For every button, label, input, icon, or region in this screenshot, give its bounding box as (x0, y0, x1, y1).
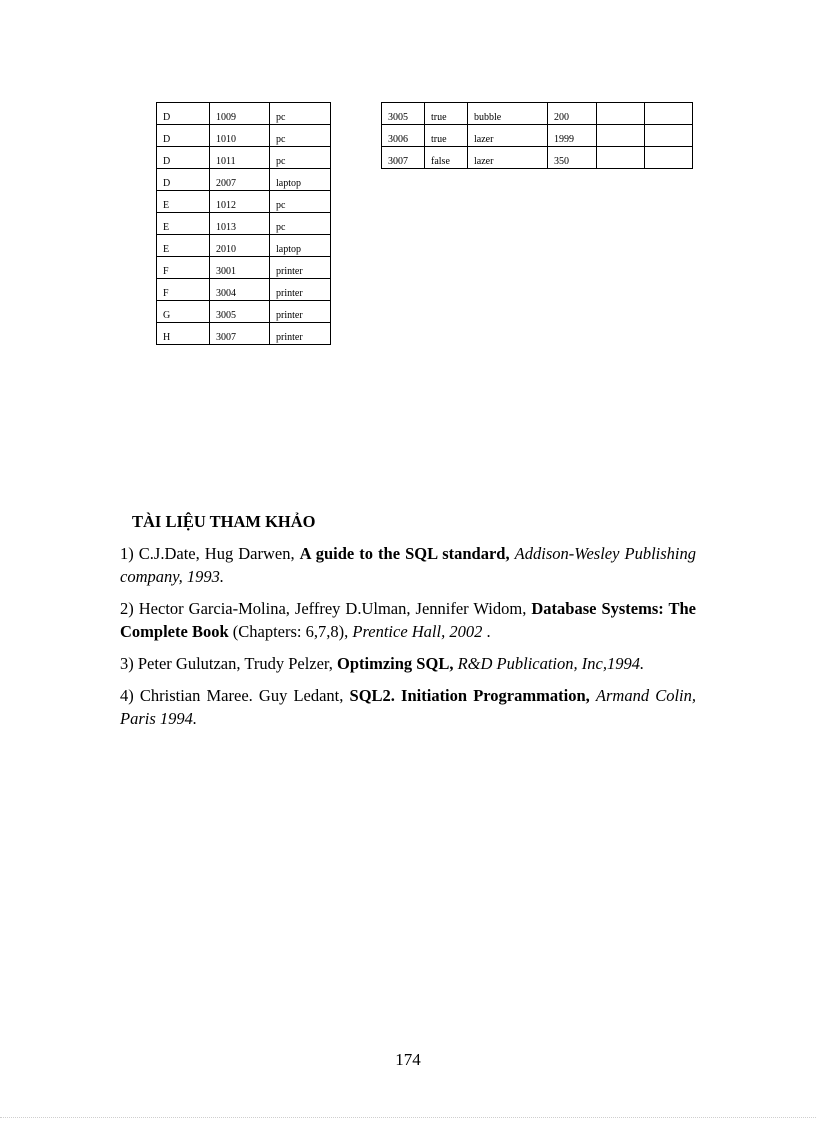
table-cell: D (157, 125, 210, 147)
product-table-left (156, 102, 331, 345)
table-cell: D (157, 147, 210, 169)
table-cell: F (157, 257, 210, 279)
table-cell: 3005 (210, 301, 270, 323)
table-cell: H (157, 323, 210, 345)
table-cell: lazer (468, 125, 548, 147)
table-cell: printer (270, 301, 331, 323)
table-row (157, 213, 331, 235)
table-cell: 1009 (210, 103, 270, 125)
table-cell: 2010 (210, 235, 270, 257)
table-row (157, 125, 331, 147)
reference-item-1: 1) C.J.Date, Hug Darwen, A guide to the SQL standard, Addison-Wesley Publishing company, 1993. (120, 544, 696, 586)
table-cell: E (157, 213, 210, 235)
references-section (120, 512, 696, 739)
table-cell (645, 103, 693, 125)
table-row (157, 147, 331, 169)
table-cell: D (157, 103, 210, 125)
table-cell: E (157, 235, 210, 257)
product-table-left-body (157, 103, 331, 345)
table-cell: 1011 (210, 147, 270, 169)
table-row (157, 257, 331, 279)
table-row (157, 301, 331, 323)
table-cell: false (425, 147, 468, 169)
table-cell (597, 147, 645, 169)
printer-table-right-body (382, 103, 693, 169)
table-cell: F (157, 279, 210, 301)
table-cell: printer (270, 279, 331, 301)
table-cell: bubble (468, 103, 548, 125)
table-cell: 2007 (210, 169, 270, 191)
table-cell: 350 (548, 147, 597, 169)
reference-publisher: Armand Colin, Paris 1994. (120, 686, 697, 728)
table-cell: 1010 (210, 125, 270, 147)
table-cell: 3007 (382, 147, 425, 169)
table-row (157, 235, 331, 257)
table-cell: 3006 (382, 125, 425, 147)
table-cell: D (157, 169, 210, 191)
references-heading: TÀI LIỆU THAM KHẢO (132, 512, 316, 531)
table-cell: true (425, 125, 468, 147)
table-cell: true (425, 103, 468, 125)
table-cell: printer (270, 323, 331, 345)
table-cell: 1012 (210, 191, 270, 213)
table-cell: 3007 (210, 323, 270, 345)
reference-title: A guide to the SQL standard, (299, 544, 510, 563)
reference-title: Optimzing SQL, (337, 654, 454, 673)
reference-item-3: 3) Peter Gulutzan, Trudy Pelzer, Optimzing SQL, R&D Publication, Inc,1994. (120, 654, 645, 673)
reference-item-4: 4) Christian Maree. Guy Ledant, SQL2. Initiation Programmation, Armand Colin, Paris 1994. (120, 686, 697, 728)
table-cell: 3005 (382, 103, 425, 125)
table-row (157, 103, 331, 125)
reference-title: SQL2. Initiation Programmation, (349, 686, 590, 705)
table-row (382, 125, 693, 147)
table-cell: laptop (270, 169, 331, 191)
reference-publisher: R&D Publication, Inc,1994. (457, 654, 645, 673)
table-cell: laptop (270, 235, 331, 257)
page-number: 174 (395, 1050, 421, 1069)
table-cell: pc (270, 191, 331, 213)
table-cell (645, 147, 693, 169)
table-cell: 3001 (210, 257, 270, 279)
page-bottom-divider (0, 1117, 816, 1118)
reference-publisher: Addison-Wesley Publishing company, 1993. (120, 544, 696, 586)
reference-title: Database Systems: The Complete Book (120, 599, 696, 641)
table-row (157, 279, 331, 301)
table-row (382, 147, 693, 169)
table-row (157, 323, 331, 345)
table-cell: pc (270, 213, 331, 235)
table-cell: pc (270, 147, 331, 169)
table-cell: G (157, 301, 210, 323)
table-cell: printer (270, 257, 331, 279)
table-cell: pc (270, 103, 331, 125)
table-cell: 1999 (548, 125, 597, 147)
table-row (157, 191, 331, 213)
table-cell: 200 (548, 103, 597, 125)
table-cell: lazer (468, 147, 548, 169)
reference-item-2: 2) Hector Garcia-Molina, Jeffrey D.Ulman, Jennifer Widom, Database Systems: The Complete Book (Chapters: 6,7,8), Prentice Hall, 2002 . (120, 599, 696, 641)
table-row (382, 103, 693, 125)
reference-publisher: Prentice Hall, 2002 (352, 622, 483, 641)
table-cell: 3004 (210, 279, 270, 301)
table-row (157, 169, 331, 191)
table-cell: E (157, 191, 210, 213)
table-cell: pc (270, 125, 331, 147)
table-cell (597, 103, 645, 125)
table-cell (597, 125, 645, 147)
printer-table-right (381, 102, 693, 169)
table-cell: 1013 (210, 213, 270, 235)
table-cell (645, 125, 693, 147)
